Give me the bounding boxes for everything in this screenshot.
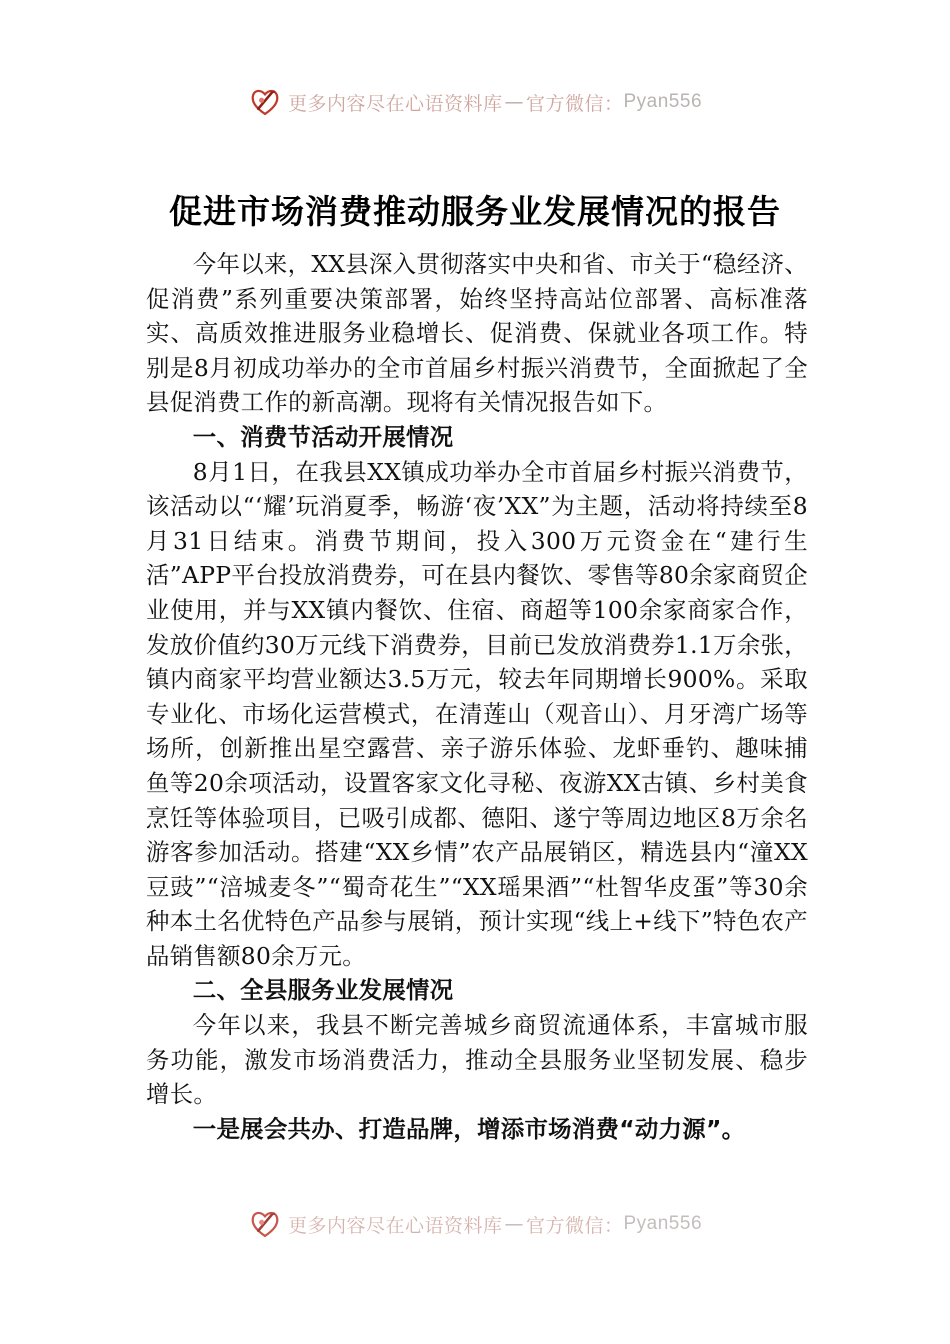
document-body bbox=[146, 247, 808, 1146]
bold-subheading: 一是展会共办、打造品牌，增添市场消费“动力源”。 bbox=[192, 1114, 746, 1143]
watermark-separator: — bbox=[504, 91, 524, 113]
watermark-header bbox=[0, 82, 950, 122]
heart-pen-logo-icon bbox=[248, 1207, 282, 1241]
paragraph-service: 今年以来，我县不断完善城乡商贸流通体系，丰富城市服务功能，激发市场消费活力，推动全县服务业坚韧发展、稳步增长。 bbox=[146, 1011, 808, 1109]
section-heading-1: 一、消费节活动开展情况 bbox=[192, 422, 454, 451]
document-title: 促进市场消费推动服务业发展情况的报告 bbox=[169, 192, 781, 231]
watermark-separator: — bbox=[504, 1213, 524, 1235]
watermark-text: 更多内容尽在心语资料库 bbox=[287, 1214, 503, 1237]
section-heading-2: 二、全县服务业发展情况 bbox=[192, 976, 454, 1005]
watermark-contact: 官方微信： bbox=[525, 1214, 624, 1237]
watermark-id: Pyan556 bbox=[623, 1213, 703, 1234]
watermark-text: 更多内容尽在心语资料库 bbox=[287, 92, 503, 115]
watermark-contact: 官方微信： bbox=[525, 92, 624, 115]
watermark-id: Pyan556 bbox=[623, 91, 703, 112]
heart-pen-logo-icon bbox=[248, 85, 282, 119]
paragraph-intro: 今年以来，XX县深入贯彻落实中央和省、市关于“稳经济、促消费”系列重要决策部署，始终坚持高站位部署、高标准落实、高质效推进服务业稳增长、促消费、保就业各项工作。特别是8月初成功举办的全市首届乡村振兴消费节，全面掀起了全县促消费工作的新高潮。现将有关情况报告如下。 bbox=[146, 250, 808, 417]
watermark-footer bbox=[0, 1204, 950, 1244]
paragraph-festival: 8月1日，在我县XX镇成功举办全市首届乡村振兴消费节，该活动以“‘耀’玩消夏季，畅游‘夜’XX”为主题，活动将持续至8月31日结束。消费节期间，投入300万元资金在“建行生活”APP平台投放消费券，可在县内餐饮、零售等80余家商贸企业使用，并与XX镇内餐饮、住宿、商超等100余家商家合作，发放价值约30万元线下消费券，目前已发放消费券1.1万余张，镇内商家平均营业额达3.5万元，较去年同期增长900%。采取专业化、市场化运营模式，在清莲山（观音山）、月牙湾广场等场所，创新推出星空露营、亲子游乐体验、龙虾垂钓、趣味捕鱼等20余项活动，设置客家文化寻秘、夜游XX古镇、乡村美食烹饪等体验项目，已吸引成都、德阳、遂宁等周边地区8万余名游客参加活动。搭建“XX乡情”农产品展销区，精选县内“潼XX豆豉”“涪城麦冬”“蜀奇花生”“XX瑶果酒”“杜智华皮蛋”等30余种本土名优特色产品参与展销，预计实现“线上+线下”特色农产品销售额80余万元。 bbox=[146, 457, 808, 970]
